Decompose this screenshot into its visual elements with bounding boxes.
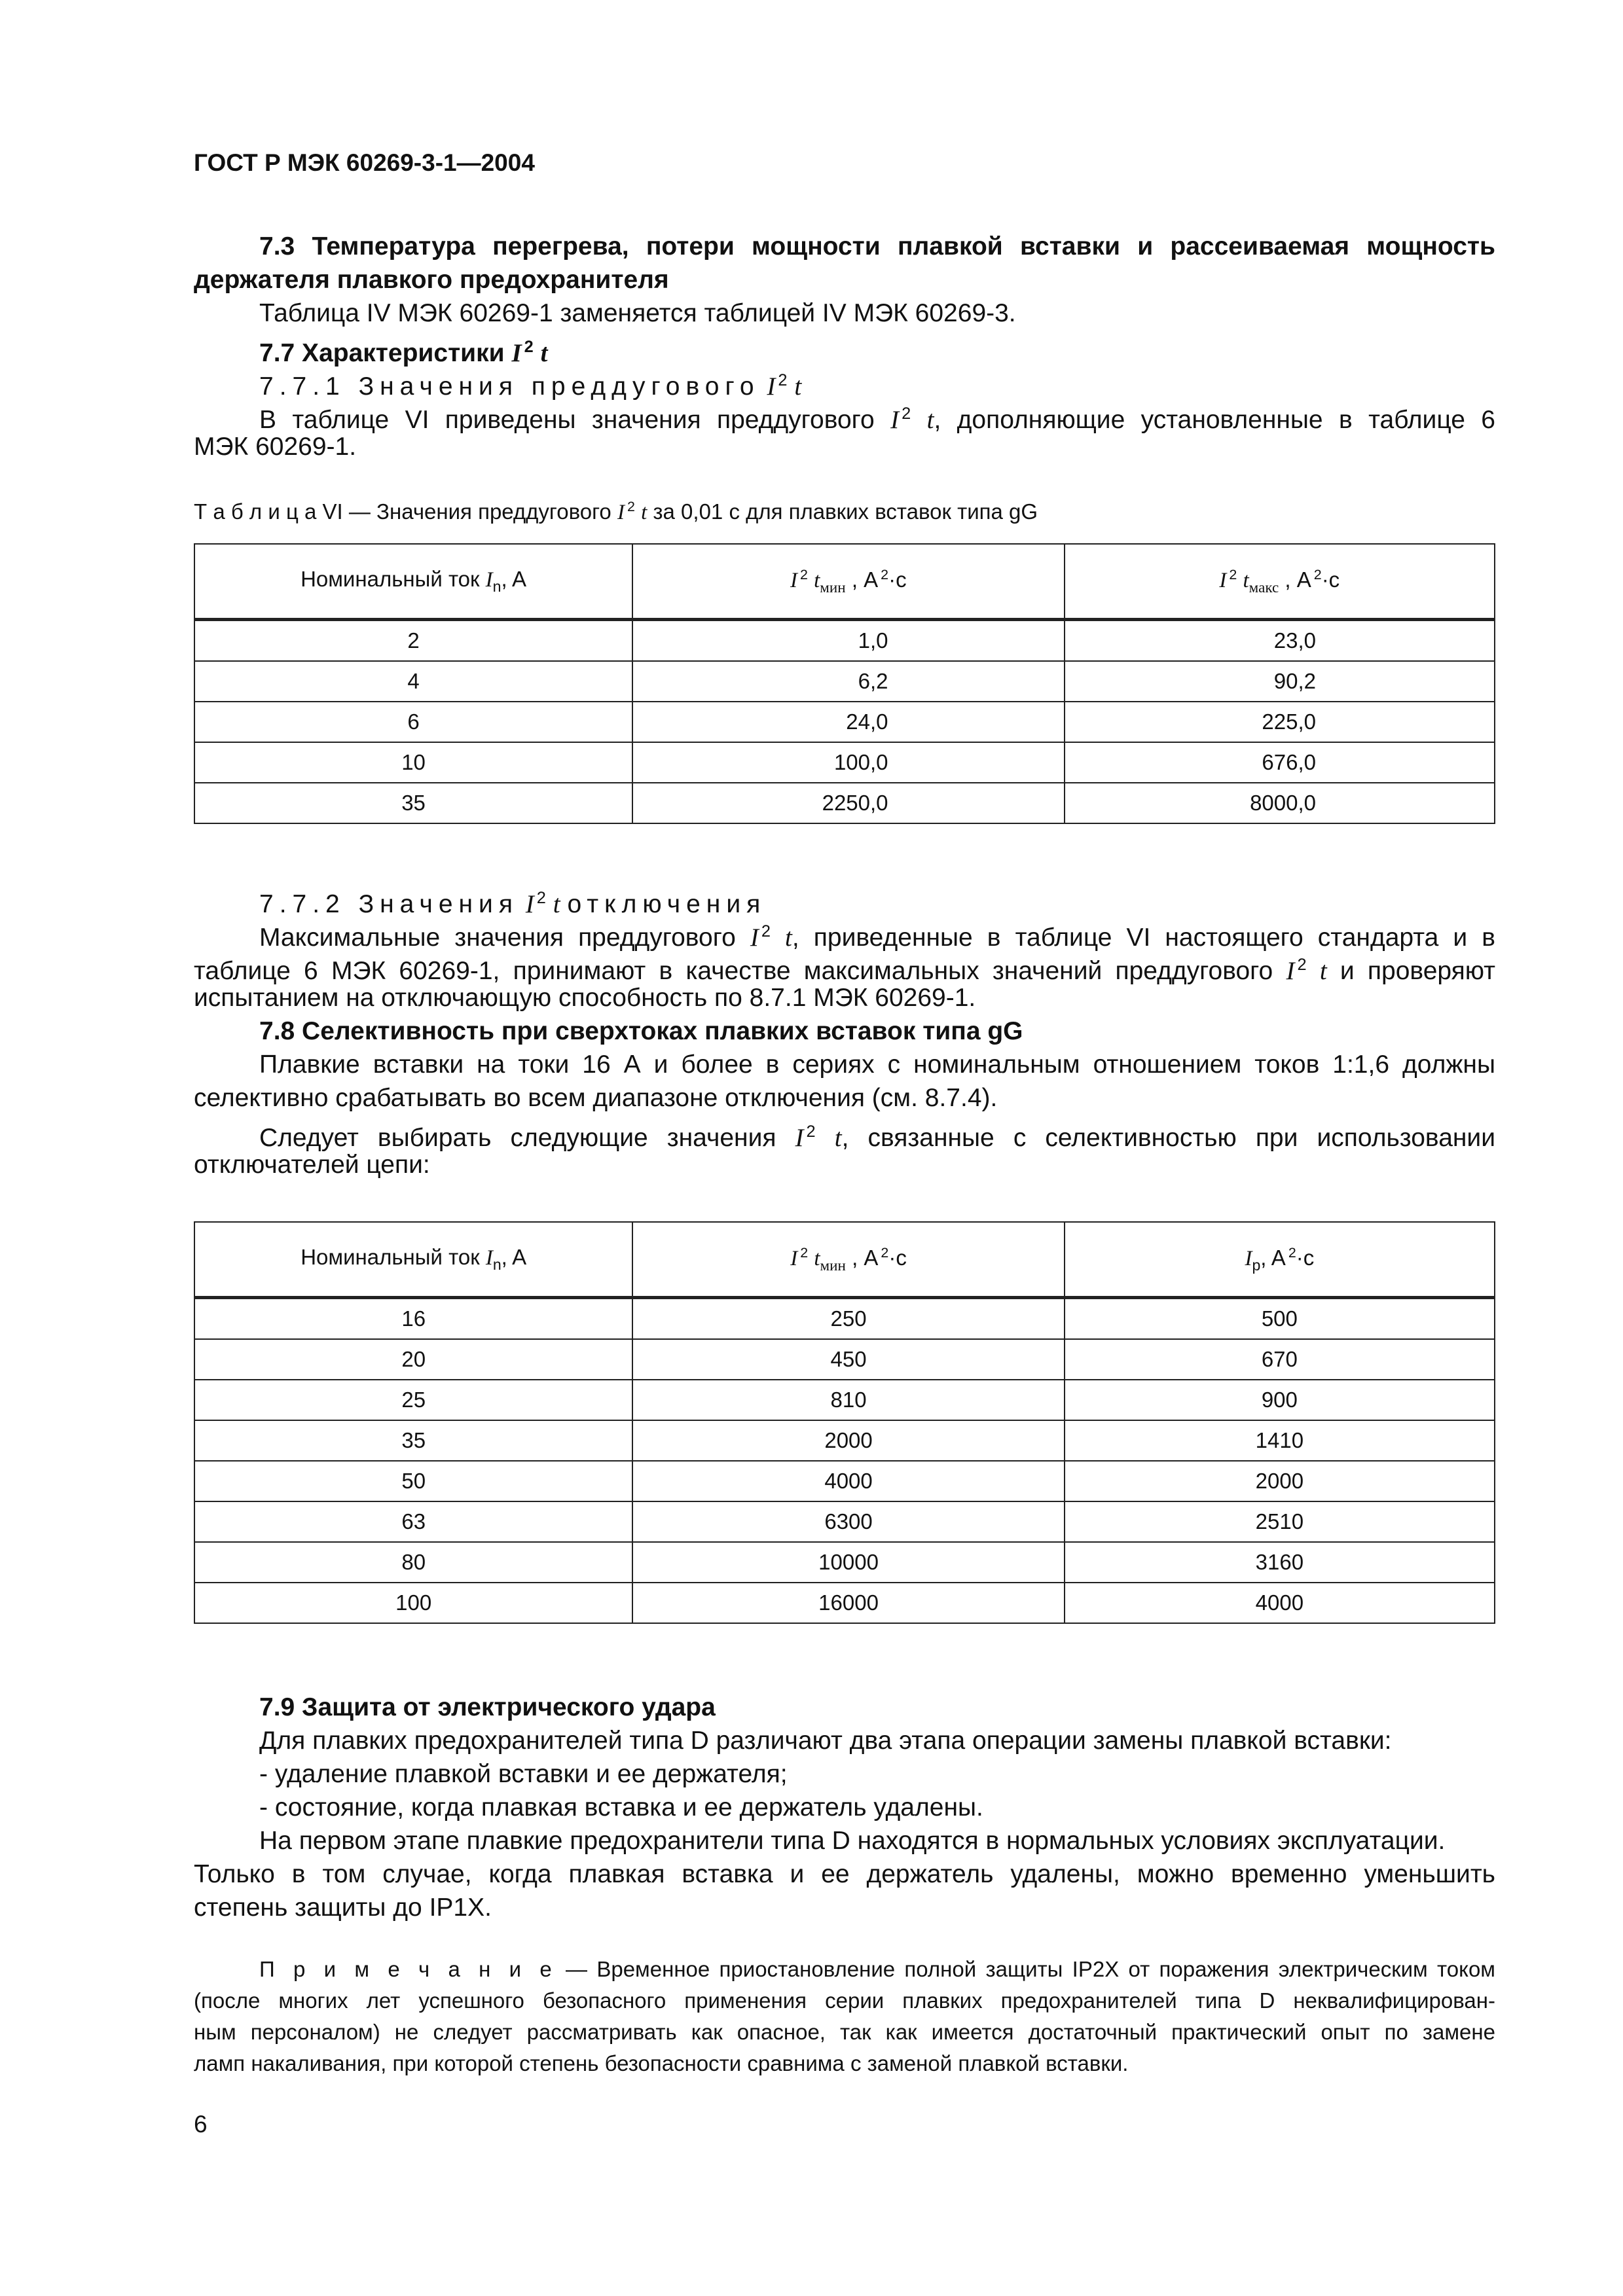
section-7-9-p2-line1: На первом этапе плавкие предохранители типа D находятся в нормальных условиях эксплуатации.	[259, 1827, 1446, 1855]
note-line1: П р и м е ч а н и е — Временное приостановление полной защиты IP2X от поражения электрическим током	[259, 1957, 1495, 1981]
table-vi-header-i2t-max: I $^2$ $t_{макс}$ , A $^2$·c	[1065, 544, 1495, 620]
table-row: 16 250 500	[194, 1298, 1495, 1340]
section-7-9-item1: - удаление плавкой вставки и ее держателя;	[259, 1760, 788, 1788]
table-row: 63 6300 2510	[194, 1501, 1495, 1542]
selectivity-table	[194, 1221, 1495, 1624]
table-vi-caption: Т а б л и ц а VI — Значения преддугового I $^2$ t за 0,01 с для плавких вставок типа gG	[194, 499, 1038, 524]
section-7-7-2-line3: испытанием на отключающую способность по 8.7.1 МЭК 60269-1.	[194, 984, 976, 1012]
table-vi-header-i2t-min: I $^2$ $t_{мин}$ , A $^2$·c	[632, 544, 1064, 620]
section-7-9-p2-line3: степень защиты до IP1X.	[194, 1893, 492, 1922]
section-7-8-p2-line1: Следует выбирать следующие значения I $^2$ t, связанные с селективностью при использовании	[259, 1122, 1495, 1152]
section-7-7-2-line2: таблице 6 МЭК 60269-1, принимают в качестве максимальных значений преддугового I $^2$ t и проверяют	[194, 956, 1496, 985]
section-7-8-p2-line2: отключателей цепи:	[194, 1151, 430, 1179]
note-label: П р и м е ч а н и е	[259, 1957, 556, 1981]
section-7-7-1-title-text: 7.7.1 Значения преддугового	[259, 372, 760, 401]
table-row: 35 2250,0 8000,0	[194, 783, 1495, 823]
selectivity-header-ip: $I_p$, A $^2$·c	[1065, 1222, 1495, 1298]
table-row: 4 6,2 90,2	[194, 661, 1495, 702]
section-7-7-1-para-line2: МЭК 60269-1.	[194, 433, 357, 461]
table-row: 25 810 900	[194, 1380, 1495, 1420]
section-7-3-text: Таблица IV МЭК 60269-1 заменяется таблицей IV МЭК 60269-3.	[259, 299, 1016, 327]
table-vi-header-rated-current: Номинальный ток $I_n$, A	[194, 544, 632, 620]
section-7-7-2-line1: Максимальные значения преддугового I $^2$ t, приведенные в таблице VI настоящего стандарта и в	[259, 922, 1495, 952]
section-7-3-title-line1: 7.3 Температура перегрева, потери мощности плавкой вставки и рассеиваемая мощность	[259, 232, 1495, 260]
section-7-9-p2-line2: Только в том случае, когда плавкая вставка и ее держатель удалены, можно временно уменьшить	[194, 1860, 1495, 1888]
section-7-9-p1: Для плавких предохранителей типа D различают два этапа операции замены плавкой вставки:	[259, 1727, 1392, 1755]
note-line4: ламп накаливания, при которой степень безопасности сравнима с заменой плавкой вставки.	[194, 2051, 1129, 2075]
page-number: 6	[194, 2111, 208, 2138]
table-row: 6 24,0 225,0	[194, 702, 1495, 742]
section-7-8-title: 7.8 Селективность при сверхтоках плавких вставок типа gG	[259, 1017, 1023, 1045]
symbol-I: I	[511, 338, 522, 367]
section-7-9-title: 7.9 Защита от электрического удара	[259, 1693, 716, 1721]
section-7-7-title-text: 7.7 Характеристики	[259, 338, 505, 367]
table-row: 80 10000 3160	[194, 1542, 1495, 1583]
section-7-7-1-para-line1: В таблице VI приведены значения преддугового I $^2$ t, дополняющие установленные в таблице 6	[259, 404, 1495, 434]
note-line2: (после многих лет успешного безопасного применения серии плавких предохранителей типа D неквалифицирован-	[194, 1988, 1495, 2013]
table-row: 2 1,0 23,0	[194, 620, 1495, 662]
selectivity-header-i2t-min: I $^2$ $t_{мин}$ , A $^2$·c	[632, 1222, 1064, 1298]
section-7-8-p1-line1: Плавкие вставки на токи 16 А и более в сериях с номинальным отношением токов 1:1,6 должны	[259, 1050, 1495, 1079]
section-7-8-p1-line2: селективно срабатывать во всем диапазоне отключения (см. 8.7.4).	[194, 1084, 998, 1112]
selectivity-header-rated-current: Номинальный ток $I_n$, A	[194, 1222, 632, 1298]
symbol-t: t	[540, 338, 548, 367]
table-row: 100 16000 4000	[194, 1583, 1495, 1623]
section-7-9-item2: - состояние, когда плавкая вставка и ее держатель удалены.	[259, 1793, 983, 1821]
document-header: ГОСТ Р МЭК 60269-3-1—2004	[194, 149, 535, 176]
table-row: 10 100,0 676,0	[194, 742, 1495, 783]
section-7-7-2-title: 7.7.2 Значения I $^2$ t отключения	[259, 889, 767, 918]
table-row: 50 4000 2000	[194, 1461, 1495, 1501]
table-vi	[194, 543, 1495, 824]
section-7-7-1-title: 7.7.1 Значения преддугового I $^2$ t	[259, 371, 802, 401]
table-row: 20 450 670	[194, 1339, 1495, 1380]
symbol-sup: 2	[524, 338, 534, 356]
section-7-3-title-line2: держателя плавкого предохранителя	[194, 266, 669, 294]
note-line3: ным персоналом) не следует рассматривать как опасное, так как имеется достаточный практический опыт по замене	[194, 2020, 1495, 2044]
table-row: 35 2000 1410	[194, 1420, 1495, 1461]
